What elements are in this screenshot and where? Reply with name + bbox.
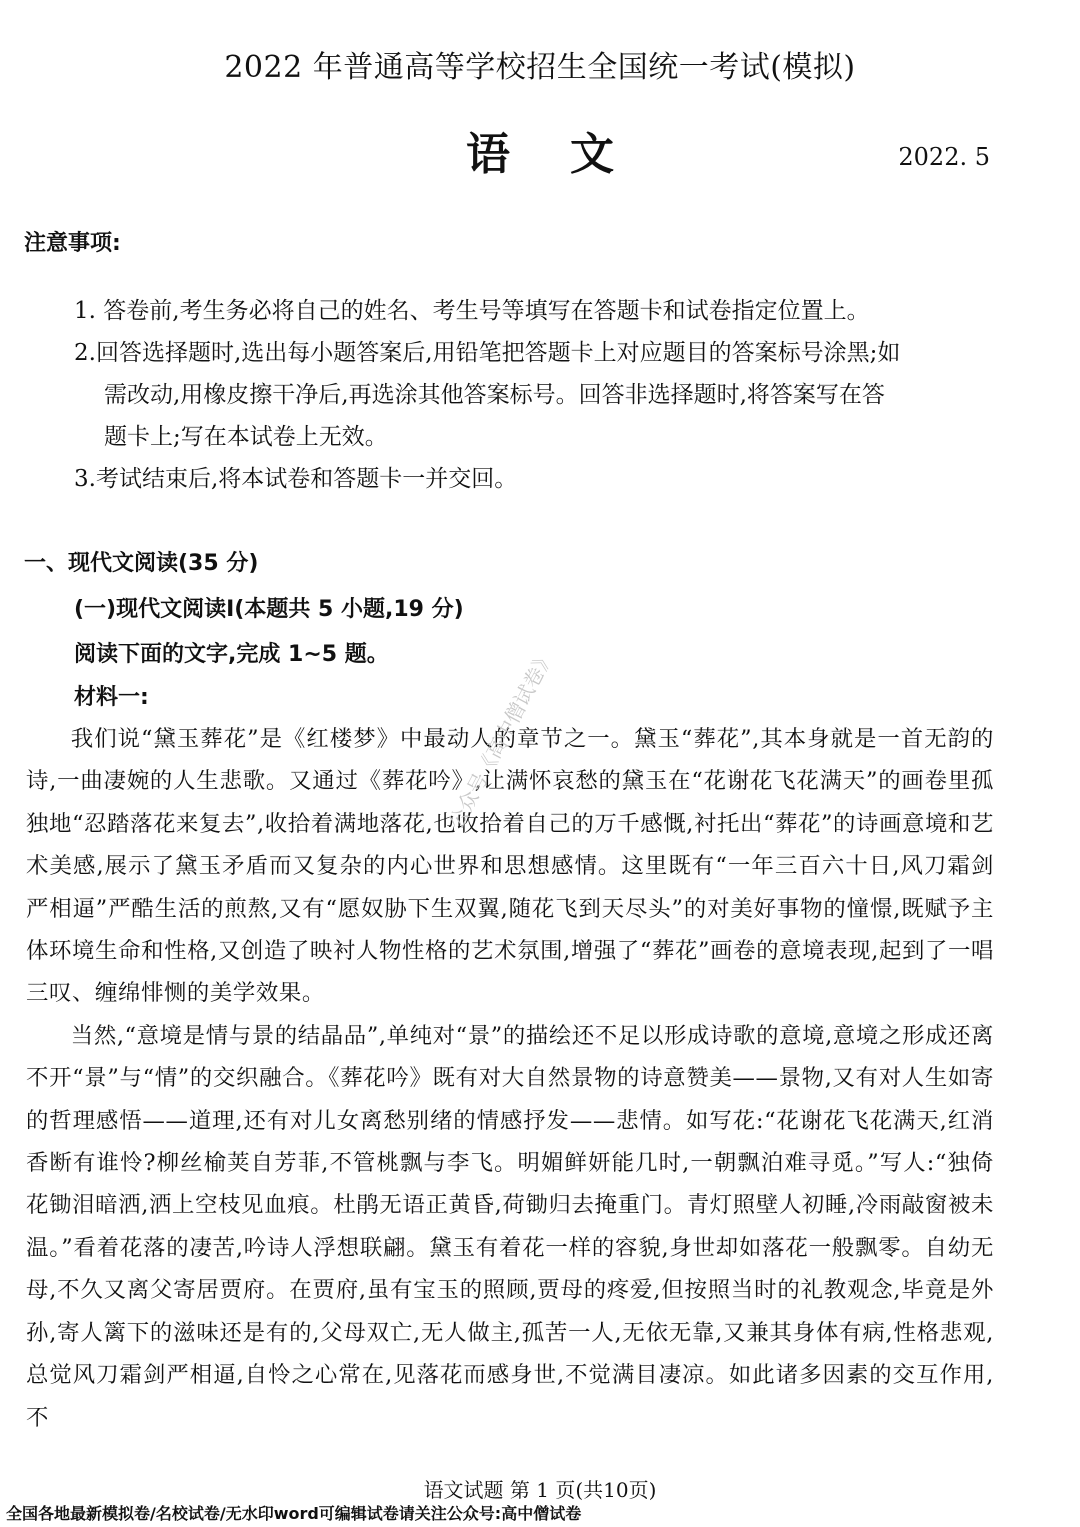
passage-paragraph-1: 我们说“黛玉葬花”是《红楼梦》中最动人的章节之一。黛玉“葬花”,其本身就是一首无韵的诗,一曲凄婉的人生悲歌。又通过《葬花吟》,让满怀哀愁的黛玉在“花谢花飞花满天”的画卷里孤独地“忍踏落花来复去”,收拾着满地落花,也收拾着自己的万千感慨,衬托出“葬花”的诗画意境和艺术美感,展示了黛玉矛盾而又复杂的内心世界和思想感情。这里既有“一年三百六十日,风刀霜剑严相逼”严酷生活的煎熬,又有“愿奴胁下生双翼,随花飞到天尽头”的对美好事物的憧憬,既赋予主体环境生命和性格,又创造了映衬人物性格的艺术氛围,增强了“葬花”画卷的意境表现,起到了一唱三叹、缠绵悱恻的美学效果。 [26, 726, 994, 1007]
reading-passage [26, 718, 994, 1439]
material-label: 材料一: [74, 685, 149, 710]
watermark-text: 公众号《高中僧试卷》 [443, 645, 559, 834]
section-subtitle: (一)现代文阅读Ⅰ(本题共 5 小题,19 分) [74, 597, 464, 622]
passage-paragraph-2: 当然,“意境是情与景的结晶品”,单纯对“景”的描绘还不足以形成诗歌的意境,意境之形成还离不开“景”与“情”的交织融合。《葬花吟》既有对大自然景物的诗意赞美——景物,又有对人生如寄的哲理感悟——道理,还有对儿女离愁别绪的情感抒发——悲情。如写花:“花谢花飞花满天,红消香断有谁怜?柳丝榆荚自芳菲,不管桃飘与李飞。明媚鲜妍能几时,一朝飘泊难寻觅。”写人:“独倚花锄泪暗洒,洒上空枝见血痕。杜鹃无语正黄昏,荷锄归去掩重门。青灯照壁人初睡,冷雨敲窗被未温。”看着花落的凄苦,吟诗人浮想联翩。黛玉有着花一样的容貌,身世却如落花一般飘零。自幼无母,不久又离父寄居贾府。在贾府,虽有宝玉的照顾,贾母的疼爱,但按照当时的礼教观念,毕竟是外孙,寄人篱下的滋味还是有的,父母双亡,无人做主,孤苦一人,无依无靠,又兼其身体有病,性格悲观,总觉风刀霜剑严相逼,自怜之心常在,见落花而感身世,不觉满目凄凉。如此诸多因素的交互作用,不 [26, 1022, 994, 1431]
note-item-2 [74, 332, 994, 458]
note-line: 1. 答卷前,考生务必将自己的姓名、考生号等填写在答题卡和试卷指定位置上。 [74, 298, 870, 324]
note-line-cont: 需改动,用橡皮擦干净后,再选涂其他答案标号。回答非选择题时,将答案写在答 [104, 382, 885, 408]
notes-list [74, 290, 994, 500]
exam-title: 2022 年普通高等学校招生全国统一考试(模拟) [224, 50, 856, 85]
subject-title: 语文 [466, 129, 674, 180]
exam-date: 2022. 5 [898, 143, 990, 171]
note-line-cont: 题卡上;写在本试卷上无效。 [104, 424, 388, 450]
note-line: 3.考试结束后,将本试卷和答题卡一并交回。 [74, 466, 518, 492]
section-instruction: 阅读下面的文字,完成 1~5 题。 [74, 642, 389, 667]
note-item-3 [74, 458, 994, 500]
promo-banner: 全国各地最新模拟卷/名校试卷/无水印word可编辑试卷请关注公众号:高中僧试卷 [6, 1504, 582, 1523]
page-footer: 语文试题 第 1 页(共10页) [423, 1478, 657, 1502]
section-title: 一、现代文阅读(35 分) [24, 551, 259, 576]
note-item-1 [74, 290, 994, 332]
notes-heading: 注意事项: [24, 231, 121, 256]
note-line: 2.回答选择题时,选出每小题答案后,用铅笔把答题卡上对应题目的答案标号涂黑;如 [74, 340, 901, 366]
